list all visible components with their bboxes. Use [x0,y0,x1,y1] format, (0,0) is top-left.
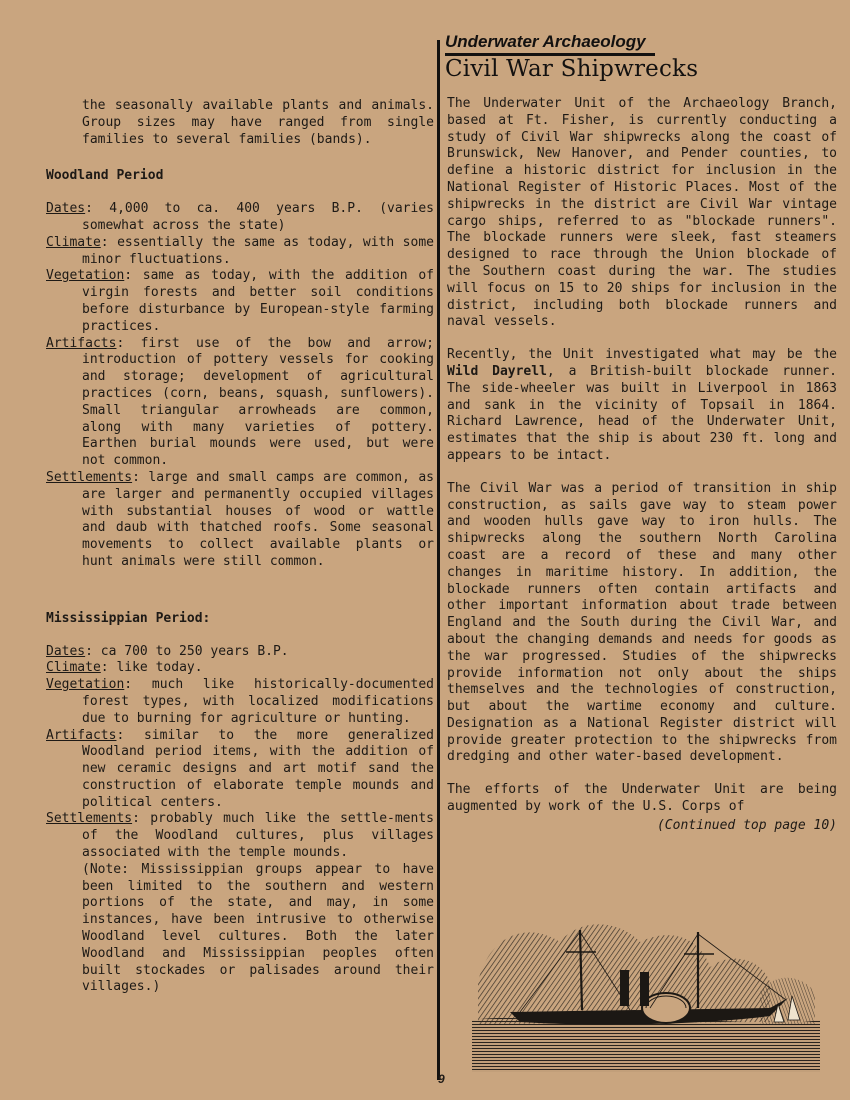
article-paragraph-2: Recently, the Unit investigated what may be the Wild Dayrell, a British-built blockade runner. The side-wheeler was built in Liverpool in 1863 and sank in the vicinity of Topsail in 1864. Richard Lawrence, head of the Underwater Unit, estimates that the ship is about 230 ft. long and appears to be intact. [447,347,838,463]
mississippian-dates: Dates: ca 700 to 250 years B.P. [46,643,289,659]
department-title: Underwater Archaeology [445,32,646,51]
intro-paragraph: the seasonally available plants and animals. Group sizes may have ranged from single families to several families (bands). [82,98,434,147]
mississippian-artifacts: Artifacts: similar to the more generalized Woodland period items, with the addition of new ceramic designs and art motif sand the construction of elaborate temple mounds and political centers. [46,727,434,810]
mississippian-heading: Mississippian Period: [46,610,211,626]
column-divider [437,40,440,1080]
steamship-illustration [470,912,822,1072]
mississippian-vegetation: Vegetation: much like historically-documented forest types, with localized modifications due to burning for agriculture or hunting. [46,677,434,726]
article-title: Civil War Shipwrecks [445,56,699,82]
woodland-entries [46,201,434,571]
ship-name: Wild Dayrell [447,363,547,379]
woodland-artifacts: Artifacts: first use of the bow and arrow; introduction of pottery vessels for cooking and storage; development of agricultural practices (corn, beans, squash, sunflowers). Small triangular arrowheads are common, along with many varieties of pottery. Earthen burial mounds were used, but were not common. [46,335,434,469]
mississippian-entries [46,644,434,997]
left-column [46,98,434,996]
article-paragraph-3: The Civil War was a period of transition in ship construction, as sails gave way to steam power and wooden hulls gave way to iron hulls. The shipwrecks along the southern North Carolina coast are a record of these and many other changes in maritime history. In addition, the blockade runners often contain artifacts and other important information about trade between England and the South during the Civil War, and about the changing demands and needs for goods as the war progressed. Studies of the shipwrecks provide information not only about the ships themselves and the technologies of construction, but about the wartime economy and culture. Designation as a National Register district will provide greater protection to the shipwrecks from dredging and other water-based development. [447,480,837,765]
woodland-heading: Woodland Period [46,168,164,184]
continued-note: (Continued top page 10) [656,817,837,833]
mississippian-settlements: Settlements: probably much like the settle-ments of the Woodland cultures, plus villages associated with the temple mounds. [46,811,434,861]
article-paragraph-1: The Underwater Unit of the Archaeology Branch, based at Ft. Fisher, is currently conducting a study of Civil War shipwrecks along the coast of Brunswick, New Hanover, and Pender counties, to define a historic district for inclusion in the National Register of Historic Places. Most of the shipwrecks in the district are Civil War vintage cargo ships, referred to as "blockade runners". The blockade runners were sleek, fast steamers designed to race through the Union blockade of the Southern coast during the war. The studies will focus on 15 to 20 ships for inclusion in the district, including both blockade runners and naval vessels. [447,96,837,330]
page-number: 9 [438,1072,445,1086]
article-paragraph-4: The efforts of the Underwater Unit are being augmented by work of the U.S. Corps of [447,782,837,815]
woodland-dates: Dates: 4,000 to ca. 400 years B.P. (varies somewhat across the state) [46,201,434,233]
woodland-settlements: Settlements: large and small camps are common, as are larger and permanently occupied villages with substantial houses of wood or wattle and daub with thatched roofs. Some seasonal movements to collect available plants or hunt animals were still common. [46,469,434,569]
woodland-vegetation: Vegetation: same as today, with the addition of virgin forests and better soil conditions before disturbance by European-style farming practices. [46,268,434,334]
right-column [447,96,837,835]
mississippian-note: (Note: Mississippian groups appear to have been limited to the southern and western portions of the state, and may, in some instances, have been intrusive to otherwise Woodland level cultures. Both the later Woodland and Mississippian peoples often built stockades or palisades around their villages.) [82,861,434,995]
woodland-climate: Climate: essentially the same as today, with some minor fluctuations. [46,234,434,267]
mississippian-climate: Climate: like today. [46,660,203,676]
